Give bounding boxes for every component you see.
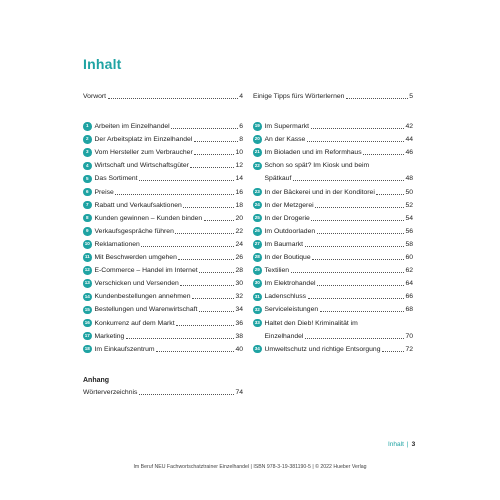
dot-leader: [363, 154, 404, 155]
dot-leader: [305, 338, 404, 339]
dot-leader: [139, 180, 234, 181]
dot-leader: [190, 167, 234, 168]
toc-entry-chapter-22[interactable]: [253, 161, 413, 170]
toc-entry-page: 42: [405, 123, 413, 130]
toc-entry-page: 50: [405, 188, 413, 196]
chapter-number-badge: 23: [253, 188, 262, 197]
dot-leader: [311, 128, 404, 129]
toc-entry-label: Kunden gewinnen – Kunden binden: [94, 214, 203, 222]
toc-entry-woerterverzeichnis[interactable]: [83, 388, 243, 397]
toc-entry-page: 52: [405, 201, 413, 209]
toc-entry-label: Vom Hersteller zum Verbraucher: [94, 149, 193, 157]
toc-entry-chapter-8[interactable]: [83, 214, 243, 223]
chapter-number-badge: 32: [253, 306, 262, 315]
toc-entry-label: In der Bäckerei und in der Konditorei: [264, 188, 375, 196]
dot-leader: [291, 272, 404, 273]
toc-entry-page: 60: [405, 254, 413, 261]
section-heading-anhang: Anhang: [83, 377, 110, 384]
toc-entry-chapter-12[interactable]: [83, 266, 243, 275]
toc-entry-chapter-32[interactable]: [253, 305, 413, 314]
toc-entry-label: Wirtschaft und Wirtschaftsgüter: [94, 162, 189, 170]
toc-entry-label: In der Metzgerei: [264, 201, 314, 209]
dot-leader: [308, 298, 404, 299]
toc-entry-page: 6: [239, 123, 243, 130]
dot-leader: [194, 141, 238, 142]
chapter-number-badge: 22: [253, 162, 262, 171]
toc-entry-chapter-33[interactable]: [253, 319, 413, 328]
toc-entry-label: Verkaufsgespräche führen: [94, 227, 174, 235]
chapter-number-badge: 15: [83, 306, 92, 315]
toc-entry-label: Wörterverzeichnis: [83, 389, 138, 396]
toc-entry-page: 56: [405, 227, 413, 235]
chapter-number-badge: 11: [83, 253, 92, 262]
toc-entry-chapter-18[interactable]: [83, 345, 243, 354]
page-number: 3: [411, 441, 416, 448]
dot-leader: [171, 128, 238, 129]
chapter-number-badge: 19: [253, 122, 262, 131]
dot-leader: [311, 220, 404, 221]
page-section-label: Inhalt: [388, 441, 404, 448]
dot-leader: [312, 259, 404, 260]
toc-entry-page: 16: [235, 188, 243, 196]
chapter-number-badge: 9: [83, 227, 92, 236]
dot-leader: [199, 272, 234, 273]
toc-entry-label: Mit Beschwerden umgehen: [94, 254, 177, 261]
chapter-number-badge: 28: [253, 253, 262, 262]
toc-entry-page: 44: [405, 136, 413, 144]
dot-leader: [156, 351, 234, 352]
toc-entry-page: 66: [405, 293, 413, 301]
toc-entry-page: 54: [405, 214, 413, 222]
chapter-number-badge: 4: [83, 162, 92, 171]
chapter-number-badge: 18: [83, 345, 92, 354]
toc-entry-page: 40: [235, 345, 243, 353]
toc-entry-chapter-27[interactable]: [253, 240, 413, 249]
toc-entry-label: Im Bioladen und im Reformhaus: [264, 149, 362, 157]
toc-entry-chapter-33-continued[interactable]: [253, 332, 413, 341]
dot-leader: [141, 246, 234, 247]
toc-entry-page: 8: [239, 136, 243, 144]
chapter-number-badge: 13: [83, 279, 92, 288]
dot-leader: [180, 285, 234, 286]
toc-entry-page: 14: [235, 175, 243, 183]
page-indicator: [388, 441, 415, 448]
toc-entry-page: 62: [405, 267, 413, 275]
toc-entry-label: Im Elektrohandel: [264, 280, 316, 288]
toc-entry-chapter-16[interactable]: [83, 319, 243, 328]
toc-entry-chapter-34[interactable]: [253, 345, 413, 354]
toc-entry-chapter-20[interactable]: [253, 135, 413, 144]
dot-leader: [176, 325, 234, 326]
toc-entry-page: 24: [235, 240, 243, 248]
toc-entry-chapter-3[interactable]: [83, 148, 243, 157]
toc-entry-chapter-23[interactable]: [253, 188, 413, 197]
toc-entry-chapter-5[interactable]: [83, 174, 243, 183]
dot-leader: [315, 207, 404, 208]
toc-entry-label: Vorwort: [83, 93, 107, 100]
toc-entry-chapter-30[interactable]: [253, 279, 413, 288]
toc-entry-chapter-7[interactable]: [83, 201, 243, 210]
dot-leader: [317, 285, 404, 286]
chapter-number-badge: 7: [83, 201, 92, 210]
toc-entry-label: In der Boutique: [264, 254, 311, 261]
toc-entry-label: Preise: [94, 188, 114, 196]
toc-entry-label: Verschicken und Versenden: [94, 280, 179, 288]
toc-entry-label: Serviceleistungen: [264, 306, 319, 314]
dot-leader: [346, 98, 408, 99]
chapter-number-badge: 20: [253, 135, 262, 144]
chapter-number-badge: 3: [83, 148, 92, 157]
toc-entry-label: In der Drogerie: [264, 214, 310, 222]
chapter-number-badge: 17: [83, 332, 92, 341]
chapter-number-badge: 16: [83, 319, 92, 328]
toc-entry-label: Ladenschluss: [264, 293, 307, 301]
toc-entry-vorwort[interactable]: [83, 92, 243, 101]
toc-entry-label: Schon so spät? Im Kiosk und beim: [264, 162, 370, 170]
chapter-number-badge: 33: [253, 319, 262, 328]
toc-entry-chapter-9[interactable]: [83, 227, 243, 236]
chapter-number-badge: 30: [253, 279, 262, 288]
toc-entry-page: 74: [235, 389, 243, 396]
dot-leader: [192, 298, 234, 299]
toc-entry-label: E-Commerce – Handel im Internet: [94, 267, 198, 275]
chapter-number-badge: 1: [83, 122, 92, 131]
toc-entry-page: 5: [409, 93, 413, 100]
toc-entry-label: Der Arbeitsplatz im Einzelhandel: [94, 136, 193, 144]
toc-entry-chapter-13[interactable]: [83, 279, 243, 288]
dot-leader: [183, 207, 234, 208]
toc-entry-page: 10: [235, 149, 243, 157]
toc-entry-label: Textilien: [264, 267, 290, 275]
toc-entry-page: 28: [235, 267, 243, 275]
toc-entry-chapter-21[interactable]: [253, 148, 413, 157]
page-title: Inhalt: [83, 56, 122, 72]
toc-entry-chapter-6[interactable]: [83, 188, 243, 197]
toc-entry-page: 32: [235, 293, 243, 301]
toc-entry-page: 22: [235, 227, 243, 235]
page-separator: |: [406, 441, 409, 448]
toc-entry-chapter-25[interactable]: [253, 214, 413, 223]
chapter-number-badge: 26: [253, 227, 262, 236]
toc-entry-page: 34: [235, 306, 243, 314]
footer-copyright: Im Beruf NEU Fachwortschatztrainer Einzelhandel | ISBN 978-3-19-381190-5 | © 2022 Hueber Verlag: [133, 464, 367, 470]
toc-entry-label: Haltet den Dieb! Kriminalität im: [264, 319, 358, 327]
toc-entry-tipps[interactable]: [253, 92, 413, 101]
dot-leader: [320, 311, 404, 312]
toc-entry-page: 30: [235, 280, 243, 288]
dot-leader: [199, 311, 234, 312]
dot-leader: [382, 351, 404, 352]
toc-entry-page: 12: [235, 162, 243, 170]
toc-entry-page: 36: [235, 319, 243, 327]
chapter-number-badge: 8: [83, 214, 92, 223]
dot-leader: [108, 98, 238, 99]
chapter-number-badge: 6: [83, 188, 92, 197]
dot-leader: [317, 233, 404, 234]
dot-leader: [194, 154, 234, 155]
toc-entry-label: An der Kasse: [264, 136, 306, 144]
toc-entry-label: Einige Tipps fürs Wörterlernen: [253, 93, 345, 100]
dot-leader: [293, 180, 404, 181]
chapter-number-badge: 31: [253, 293, 262, 302]
toc-entry-chapter-10[interactable]: [83, 240, 243, 249]
toc-entry-page: 70: [405, 332, 413, 340]
toc-entry-label-continued: Einzelhandel: [264, 332, 304, 340]
chapter-number-badge: 29: [253, 266, 262, 275]
toc-entry-label: Arbeiten im Einzelhandel: [94, 123, 170, 130]
dot-leader: [115, 194, 234, 195]
toc-entry-page: 68: [405, 306, 413, 314]
toc-entry-label: Rabatt und Verkaufsaktionen: [94, 201, 182, 209]
chapter-number-badge: 34: [253, 345, 262, 354]
toc-entry-chapter-2[interactable]: [83, 135, 243, 144]
dot-leader: [175, 233, 234, 234]
toc-entry-chapter-29[interactable]: [253, 266, 413, 275]
chapter-number-badge: 2: [83, 135, 92, 144]
toc-entry-label: Kundenbestellungen annehmen: [94, 293, 191, 301]
toc-entry-label: Im Outdoorladen: [264, 227, 316, 235]
toc-entry-page: 18: [235, 201, 243, 209]
toc-entry-label: Im Einkaufszentrum: [94, 345, 155, 353]
toc-entry-page: 26: [235, 254, 243, 261]
toc-entry-chapter-14[interactable]: [83, 292, 243, 301]
dot-leader: [126, 338, 234, 339]
toc-entry-chapter-22-continued[interactable]: [253, 174, 413, 183]
dot-leader: [376, 194, 404, 195]
chapter-number-badge: 12: [83, 266, 92, 275]
toc-entry-label: Reklamationen: [94, 240, 140, 248]
toc-entry-label: Im Baumarkt: [264, 240, 304, 248]
toc-entry-page: 48: [405, 175, 413, 183]
toc-entry-label: Konkurrenz auf dem Markt: [94, 319, 175, 327]
toc-entry-page: 20: [235, 214, 243, 222]
toc-entry-page: 46: [405, 149, 413, 157]
toc-entry-chapter-11[interactable]: [83, 253, 243, 262]
toc-entry-chapter-4[interactable]: [83, 161, 243, 170]
toc-entry-label: Umweltschutz und richtige Entsorgung: [264, 345, 381, 353]
dot-leader: [139, 394, 234, 395]
toc-entry-label: Das Sortiment: [94, 175, 138, 183]
dot-leader: [307, 141, 404, 142]
chapter-number-badge: 10: [83, 240, 92, 249]
chapter-number-badge: 21: [253, 148, 262, 157]
toc-entry-page: 38: [235, 332, 243, 340]
toc-entry-chapter-31[interactable]: [253, 292, 413, 301]
toc-entry-label: Bestellungen und Warenwirtschaft: [94, 306, 198, 314]
toc-entry-label-continued: Spätkauf: [264, 175, 292, 183]
toc-entry-chapter-17[interactable]: [83, 332, 243, 341]
toc-entry-chapter-15[interactable]: [83, 305, 243, 314]
toc-entry-chapter-19[interactable]: [253, 122, 413, 131]
toc-entry-page: 58: [405, 240, 413, 248]
chapter-number-badge: 14: [83, 293, 92, 302]
toc-entry-page: 72: [405, 345, 413, 353]
toc-entry-page: 64: [405, 280, 413, 288]
chapter-number-badge: 5: [83, 175, 92, 184]
toc-entry-label: Marketing: [94, 332, 125, 340]
chapter-number-badge: 25: [253, 214, 262, 223]
dot-leader: [178, 259, 234, 260]
toc-entry-chapter-1[interactable]: [83, 122, 243, 131]
dot-leader: [305, 246, 404, 247]
toc-entry-chapter-28[interactable]: [253, 253, 413, 262]
chapter-number-badge: 24: [253, 201, 262, 210]
dot-leader: [204, 220, 234, 221]
chapter-number-badge: 27: [253, 240, 262, 249]
toc-entry-label: Im Supermarkt: [264, 123, 310, 130]
toc-entry-page: 4: [239, 93, 243, 100]
toc-entry-chapter-24[interactable]: [253, 201, 413, 210]
toc-entry-chapter-26[interactable]: [253, 227, 413, 236]
